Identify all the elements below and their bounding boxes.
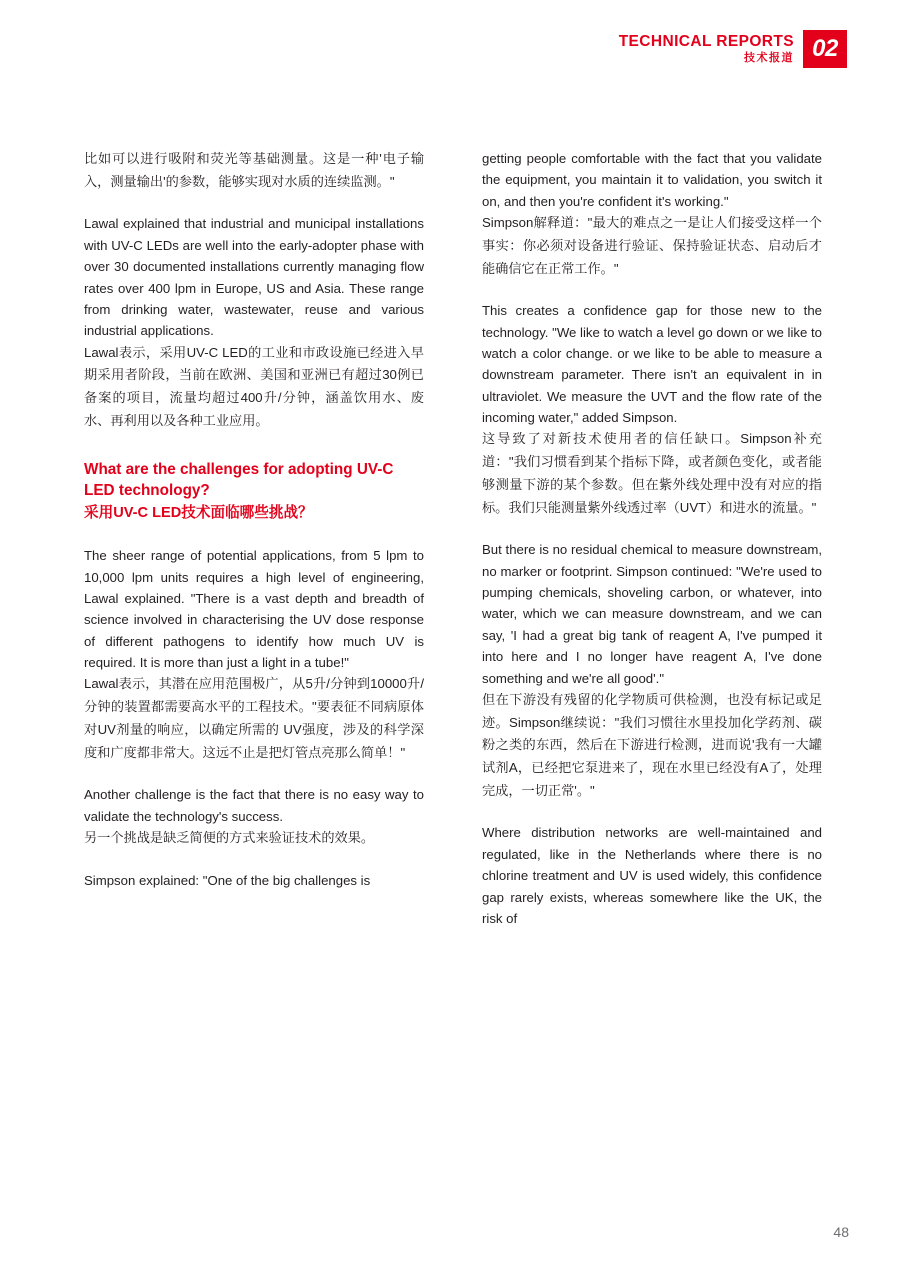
article-body — [84, 148, 822, 949]
section-heading-en: What are the challenges for adopting UV-C LED technology? — [84, 461, 394, 500]
paragraph: Lawal explained that industrial and municipal installations with UV-C LEDs are well into the early-adopter phase with over 30 documented installations currently managing flow rates over 400 lpm in Europe, US and Asia. These range from drinking water, wastewater, reuse and various industrial applications. — [84, 216, 424, 339]
paragraph: This creates a confidence gap for those new to the technology. "We like to watch a level go down or we like to watch a color change. or we like to be able to measure a downstream parameter. There isn't an equivalent in in ultraviolet. We measure the UVT and the flow rate of the incoming water," added Simpson. — [482, 303, 822, 426]
paragraph: Where distribution networks are well-maintained and regulated, like in the Netherlands where there is no chlorine treatment and UV is used widely, this confidence gap rarely exists, whereas somewhere like the UK, the risk of — [482, 825, 822, 926]
section-heading — [84, 460, 424, 523]
header-subtitle: 技术报道 — [744, 51, 794, 64]
page-number: 48 — [833, 1224, 849, 1240]
right-column — [482, 148, 822, 949]
header-text-group — [619, 34, 794, 65]
section-number-badge: 02 — [803, 30, 847, 68]
paragraph: Simpson explained: "One of the big challenges is — [84, 872, 371, 888]
paragraph: getting people comfortable with the fact that you validate the equipment, you maintain it to validation, you switch it on, and then you're confident it's working." — [482, 151, 822, 209]
page-header — [619, 30, 847, 68]
paragraph: But there is no residual chemical to measure downstream, no marker or footprint. Simpson continued: "We're used to pumping chemicals, shoveling carbon, or whatever, into water, which we can measure downstream, and we can say, 'I had a great big tank of reagent A, I've pumped it into here and I no longer have reagent A, I've done something and we're all good'." — [482, 542, 822, 686]
section-heading-zh: 采用UV-C LED技术面临哪些挑战？ — [84, 504, 313, 521]
paragraph: Simpson解释道："最大的难点之一是让人们接受这样一个事实：你必须对设备进行验证、保持验证状态、启动后才能确信它在正常工作。" — [482, 215, 822, 276]
paragraph: The sheer range of potential applications, from 5 lpm to 10,000 lpm units requires a high level of engineering, Lawal explained. "There is a vast depth and breadth of science involved in characterising the UV dose response of different pathogens to identify how much UV is required. It is more than just a light in a tube!" — [84, 548, 424, 671]
paragraph: Lawal表示，其潜在应用范围极广，从5升/分钟到10000升/分钟的装置都需要高水平的工程技术。"要表征不同病原体对UV剂量的响应，以确定所需的 UV强度，涉及的科学深度和广度都非常大。这远不止是把灯管点亮那么简单！" — [84, 676, 424, 760]
paragraph: Another challenge is the fact that there is no easy way to validate the technology's success. — [84, 787, 424, 824]
paragraph: 但在下游没有残留的化学物质可供检测，也没有标记或足迹。Simpson继续说："我们习惯往水里投加化学药剂、碳粉之类的东西，然后在下游进行检测，进而说'我有一大罐试剂A，已经把它泵进来了，现在水里已经没有A了，处理完成，一切正常'。" — [482, 691, 822, 798]
header-title: TECHNICAL REPORTS — [618, 32, 794, 50]
paragraph: 比如可以进行吸附和荧光等基础测量。这是一种'电子输入，测量输出'的参数，能够实现对水质的连续监测。" — [84, 151, 424, 189]
paragraph: 这导致了对新技术使用者的信任缺口。Simpson补充道："我们习惯看到某个指标下降，或者颜色变化，或者能够测量下游的某个参数。但在紫外线处理中没有对应的指标。我们只能测量紫外线透过率（UVT）和进水的流量。" — [482, 431, 822, 515]
left-column — [84, 148, 424, 949]
paragraph: Lawal表示，采用UV-C LED的工业和市政设施已经进入早期采用者阶段，当前在欧洲、美国和亚洲已有超过30例已备案的项目，流量均超过400升/分钟，涵盖饮用水、废水、再利用以及各种工业应用。 — [84, 344, 424, 428]
paragraph: 另一个挑战是缺乏简便的方式来验证技术的效果。 — [84, 829, 375, 845]
